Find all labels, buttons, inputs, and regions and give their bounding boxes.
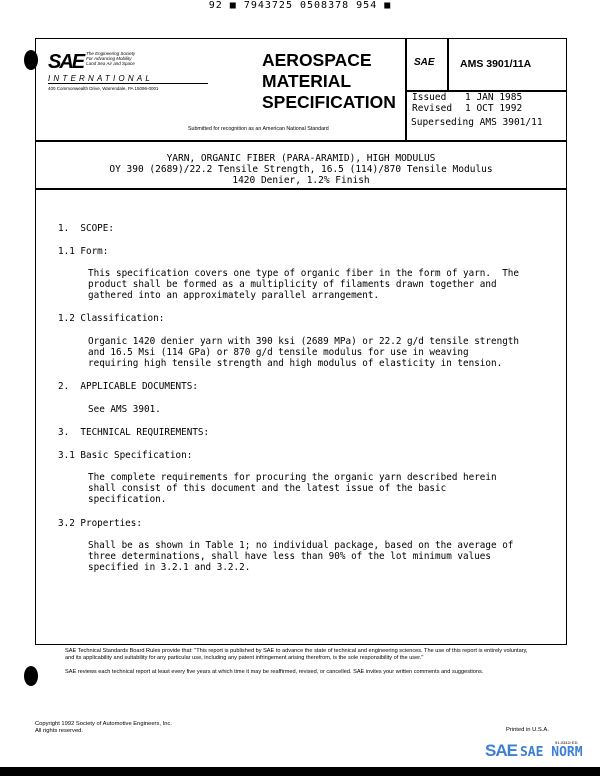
tagline: For Advancing Mobility [86, 56, 132, 61]
paragraph: This specification covers one type of organic fiber in the form of yarn. The product shall be formed as a multiplicity of filaments drawn together and gathered into an approximately parallel arrangement. [88, 268, 519, 301]
section-heading: 1. SCOPE: [58, 223, 114, 234]
title-line: OY 390 (2689)/22.2 Tensile Strength, 16.5 (114)/870 Tensile Modulus [109, 164, 493, 175]
printed-in: Printed in U.S.A. [506, 727, 549, 733]
rights-line: All rights reserved. [35, 727, 84, 734]
watermark-text: SAE NORM [519, 745, 583, 760]
barcode-text: 92 ■ 7943725 0508378 954 ■ [208, 0, 392, 11]
sae-norm-watermark: SAE SAE NORM [485, 741, 583, 760]
address: 400 Commonwealth Drive, Warrendale, PA 15096-0001 [48, 86, 159, 91]
document-number: AMS 3901/11A [460, 58, 532, 70]
submitted-note: Submitted for recognition as an American National Standard [188, 126, 329, 132]
punch-hole [24, 50, 38, 70]
legal-text: SAE reviews each technical report at least every five years at which time it may be reaffirmed, revised, or cancelled. SAE invites your written comments and suggestions. [65, 669, 484, 675]
sae-logo-mark: SAE [48, 51, 84, 73]
copyright [35, 721, 172, 734]
scan-edge [0, 767, 600, 776]
paragraph: The complete requirements for procuring the organic yarn described herein shall consist of this document and the latest issue of the basic specification. [88, 472, 497, 505]
revised-label: Revised [412, 103, 453, 114]
section-heading: 3.2 Properties: [58, 518, 142, 529]
legal-text: SAE Technical Standards Board Rules provide that: "This report is published by SAE to advance the state of technical and engineering sciences. The use of this report is entirely voluntary, and its applicability and suitability for any particular use, including any patent infringement arising therefrom, is the sole responsibility of the user." [65, 648, 528, 661]
tagline: The Engineering Society [86, 51, 136, 56]
issued-label: Issued [412, 92, 447, 103]
legal-notice [65, 648, 535, 683]
tagline: Land Sea Air and Space [86, 61, 135, 66]
doc-type-line: MATERIAL [262, 71, 352, 91]
sae-international-logo [48, 51, 208, 91]
international-label: INTERNATIONAL [48, 74, 208, 84]
paragraph: Organic 1420 denier yarn with 390 ksi (2689 MPa) or 22.2 g/d tensile strength and 16.5 Msi (114 GPa) or 870 g/d tensile modulus for use in weaving requiring high tensile strength and high modulus of elasticity in tension. [88, 336, 519, 369]
title-line: YARN, ORGANIC FIBER (PARA-ARAMID), HIGH MODULUS [166, 153, 436, 164]
section-heading: 2. APPLICABLE DOCUMENTS: [58, 381, 198, 392]
superseding-note: Superseding AMS 3901/11 [411, 117, 543, 128]
sae-small-logo: SAE [414, 57, 435, 68]
divider [447, 38, 449, 91]
issued-date: 1 JAN 1985 [465, 92, 523, 103]
divider [35, 140, 567, 142]
form-number: 91-0342/ ED [555, 740, 578, 745]
document-type [262, 50, 396, 113]
divider [405, 38, 407, 140]
divider [35, 188, 567, 190]
section-heading: 3. TECHNICAL REQUIREMENTS: [58, 427, 210, 438]
doc-type-line: AEROSPACE [262, 50, 372, 70]
section-heading: 3.1 Basic Specification: [58, 450, 193, 461]
revised-date: 1 OCT 1992 [465, 103, 523, 114]
copyright-line: Copyright 1992 Society of Automotive Engineers, Inc. [35, 721, 172, 727]
paragraph: See AMS 3901. [88, 404, 161, 415]
paragraph: Shall be as shown in Table 1; no individual package, based on the average of three determinations, shall have less than 90% of the lot minimum values specified in 3.2.1 and 3.2.2. [88, 540, 514, 573]
document-title [35, 153, 567, 186]
punch-hole [24, 666, 38, 686]
section-heading: 1.2 Classification: [58, 313, 165, 324]
dates-block [412, 92, 522, 114]
section-heading: 1.1 Form: [58, 246, 109, 257]
title-line: 1420 Denier, 1.2% Finish [232, 175, 370, 186]
doc-type-line: SPECIFICATION [262, 92, 396, 112]
